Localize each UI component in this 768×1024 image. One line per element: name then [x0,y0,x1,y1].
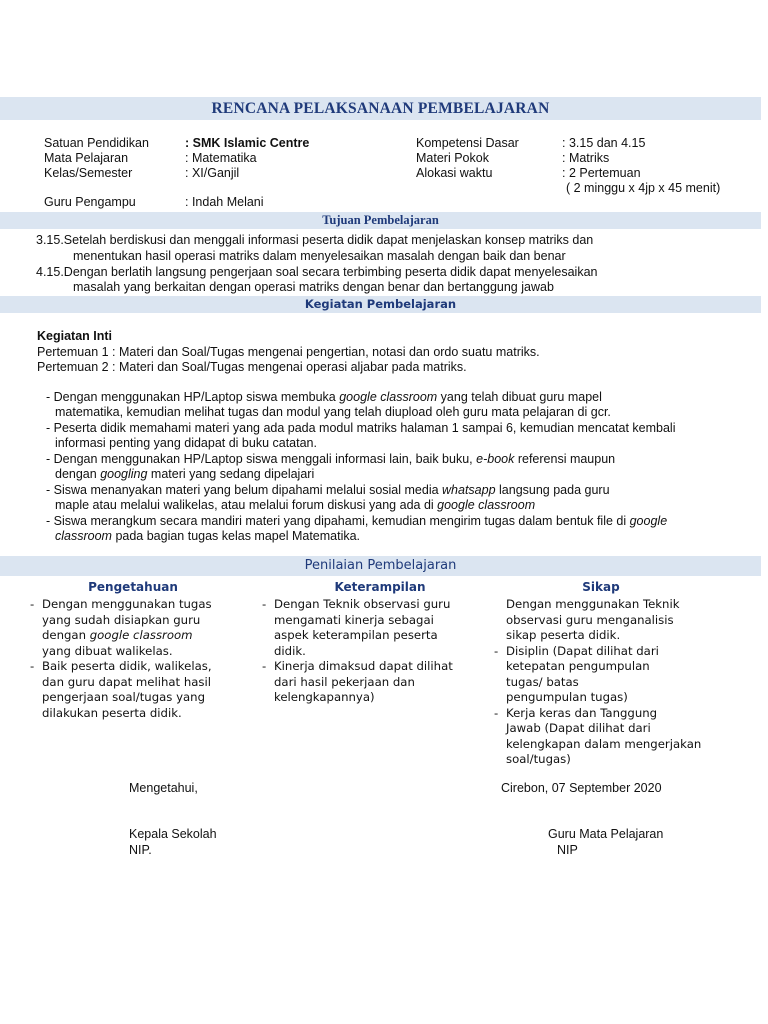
keterampilan-item-1: - Dengan Teknik observasi guru [262,597,451,611]
satuan-value: : SMK Islamic Centre [185,136,310,150]
tujuan-line-3: 4.15.Dengan berlatih langsung pengerjaan soal secara terbimbing peserta didik dapat menyelesaikan [36,265,598,279]
col-sikap-title: Sikap [582,580,620,594]
col-pengetahuan: - Dengan menggunakan tugas yang sudah disiapkan guru dengan google classroom yang dibuat walikelas. - Baik peserta didik, walikelas, dan guru dapat melihat hasil pengerjaan soal/tugas yang dilakukan peserta didik. [30,597,212,720]
place-date: Cirebon, 07 September 2020 [501,781,662,795]
bullet-5: - Siswa merangkum secara mandiri materi yang dipahami, kemudian mengirim tugas dalam bentuk file di google [46,514,668,528]
penilaian-heading: Penilaian Pembelajaran [0,556,761,576]
bullet-4-cont: maple atau melalui walikelas, atau melalui forum diskusi yang ada di google classroom [55,498,536,512]
tujuan-line-2: menentukan hasil operasi matriks dalam menyelesaikan masalah dengan baik dan benar [73,249,566,263]
nip-right: NIP [557,843,578,857]
guru-mapel-label: Guru Mata Pelajaran [548,827,664,841]
guru-label: Guru Pengampu [44,195,136,209]
bullet-2: - Peserta didik memahami materi yang ada pada modul matriks halaman 1 sampai 6, kemudian mencatat kembali [46,421,676,435]
satuan-label: Satuan Pendidikan [44,136,149,150]
document-title: RENCANA PELAKSANAAN PEMBELAJARAN [0,97,761,120]
guru-value: : Indah Melani [185,195,264,209]
sikap-item-disiplin: - Disiplin (Dapat dilihat dari [494,643,659,658]
materi-label: Materi Pokok [416,151,489,165]
alokasi-value: : 2 Pertemuan [562,166,641,180]
alokasi-label: Alokasi waktu [416,166,493,180]
col-sikap: Dengan menggunakan Teknik observasi guru menganalisis sikap peserta didik. - Disiplin (Dapat dilihat dari ketepatan pengumpulan tugas/ batas pengumpulan tugas) - Kerja keras dan Tanggung Jawab (Dapat dilihat dari kelengkapan dalam mengerjakan soal/tugas) [494,597,702,766]
pengetahuan-item-1: - Dengan menggunakan tugas [30,597,212,611]
kepala-sekolah-label: Kepala Sekolah [129,827,217,841]
pengetahuan-item-2: - Baik peserta didik, walikelas, [30,659,212,673]
bullet-1-cont: matematika, kemudian melihat tugas dan modul yang telah diupload oleh guru mata pelajaran di gcr. [55,405,611,419]
materi-value: : Matriks [562,151,610,165]
bullet-4: - Siswa menanyakan materi yang belum dipahami melalui sosial media whatsapp langsung pada guru [46,483,610,497]
mengetahui-label: Mengetahui, [129,781,198,795]
col-pengetahuan-title: Pengetahuan [88,580,178,594]
pertemuan-2: Pertemuan 2 : Materi dan Soal/Tugas mengenai operasi aljabar pada matriks. [37,360,467,374]
mapel-label: Mata Pelajaran [44,151,129,165]
sikap-intro: Dengan menggunakan Teknik [506,597,680,611]
bullet-3-cont: dengan googling materi yang sedang dipelajari [55,467,315,481]
bullet-5-cont: classroom pada bagian tugas kelas mapel Matematika. [55,529,361,543]
bullet-1: - Dengan menggunakan HP/Laptop siswa membuka google classroom yang telah dibuat guru mapel [46,390,602,404]
alokasi-detail: ( 2 minggu x 4jp x 45 menit) [566,181,721,195]
keterampilan-item-2: - Kinerja dimaksud dapat dilihat [262,659,453,673]
kd-label: Kompetensi Dasar [416,136,519,150]
nip-left: NIP. [129,843,152,857]
kelas-value: : XI/Ganjil [185,166,240,180]
kd-value: : 3.15 dan 4.15 [562,136,646,150]
col-keterampilan: - Dengan Teknik observasi guru mengamati kinerja sebagai aspek keterampilan peserta didik. - Kinerja dimaksud dapat dilihat dari hasil pekerjaan dan kelengkapannya) [262,597,453,704]
tujuan-line-1: 3.15.Setelah berdiskusi dan menggali informasi peserta didik dapat menjelaskan konsep matriks dan [36,233,594,247]
sikap-item-kerja-keras: - Kerja keras dan Tanggung [494,705,658,720]
tujuan-heading: Tujuan Pembelajaran [0,212,761,229]
mapel-value: : Matematika [185,151,257,165]
tujuan-line-4: masalah yang berkaitan dengan operasi matriks dengan benar dan bertanggung jawab [73,280,554,294]
bullet-3: - Dengan menggunakan HP/Laptop siswa menggali informasi lain, baik buku, e-book referensi maupun [46,452,616,466]
col-keterampilan-title: Keterampilan [334,580,426,594]
pertemuan-1: Pertemuan 1 : Materi dan Soal/Tugas mengenai pengertian, notasi dan ordo suatu matriks. [37,345,540,359]
kelas-label: Kelas/Semester [44,166,133,180]
kegiatan-heading: Kegiatan Pembelajaran [0,296,761,313]
kegiatan-inti-title: Kegiatan Inti [37,329,113,343]
bullet-2-cont: informasi penting yang didapat di buku catatan. [55,436,317,450]
